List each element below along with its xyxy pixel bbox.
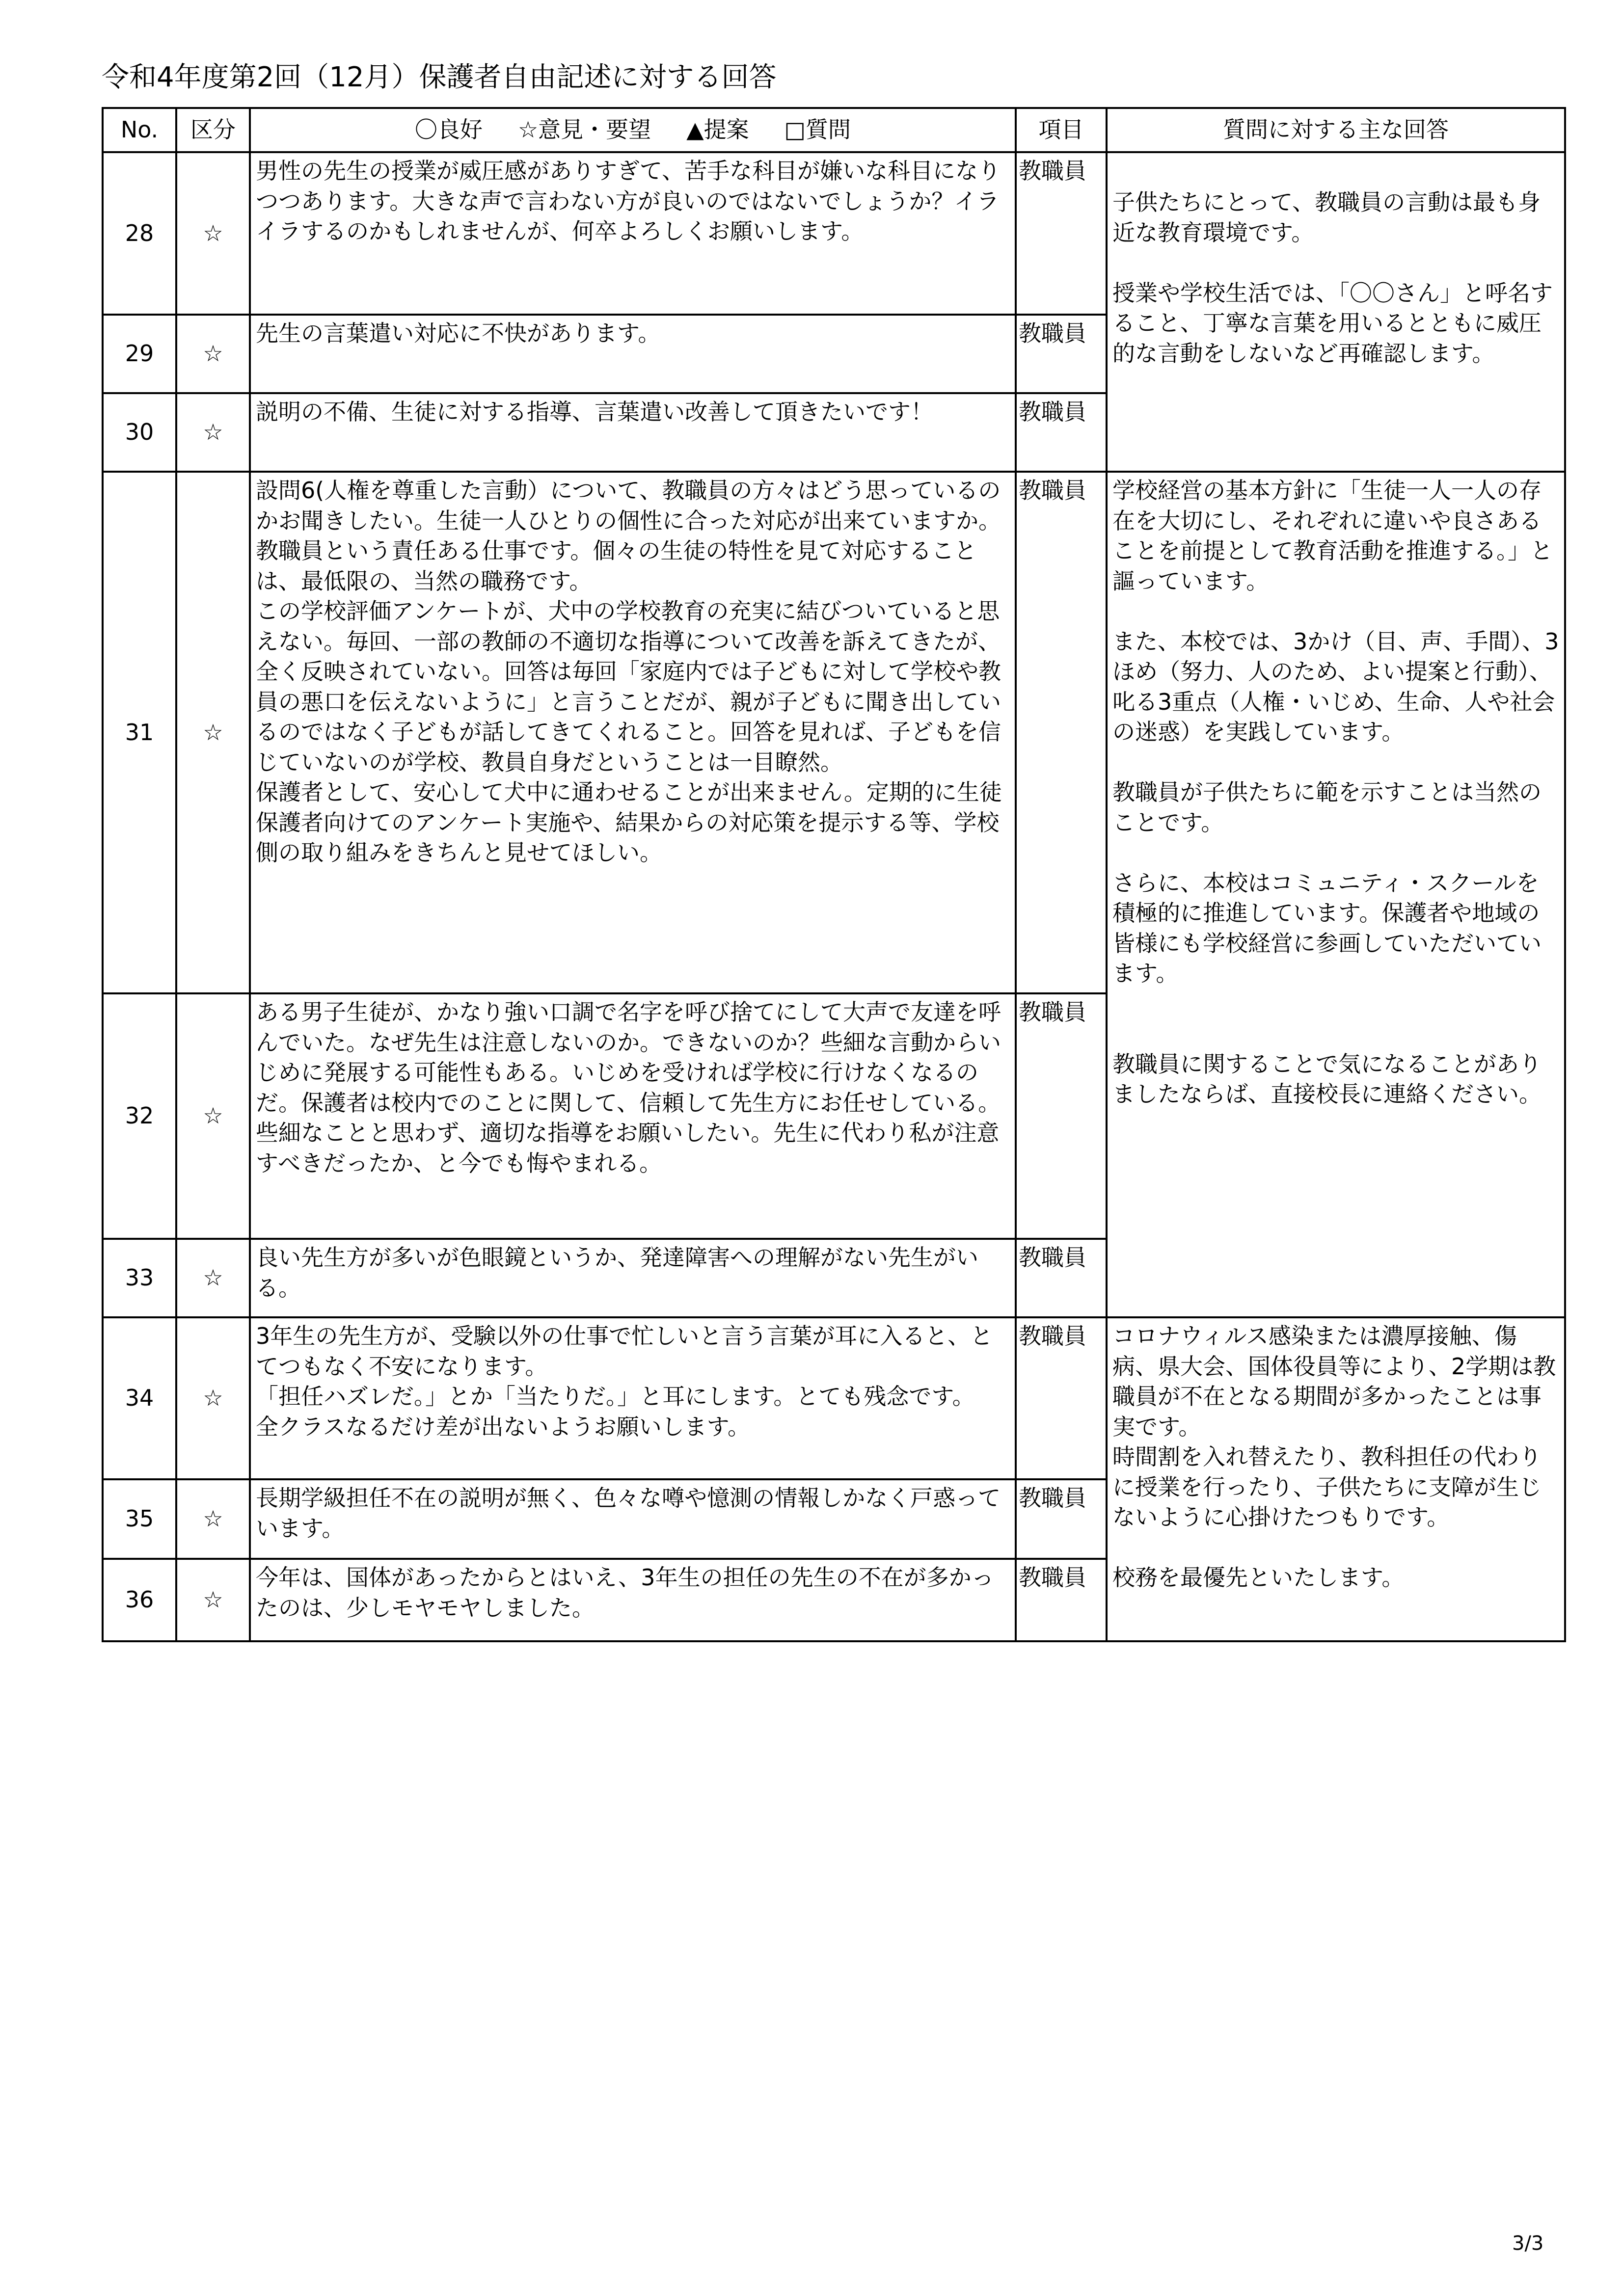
answer-block-2: 学校経営の基本方針に「生徒一人一人の存在を大切にし、それぞれに違いや良さあることを前提として教育活動を推進する。」と謳っています。 また、本校では、3かけ（目、声、手間）、3ほめ（努力、人のため、よい提案と行動）、叱る3重点（人権・いじめ、生命、人や社会の迷惑）を実践しています。 教職員が子供たちに範を示すことは当然のことです。 さらに、本校はコミュニティ・スクールを積極的に推進しています。保護者や地域の皆様にも学校経営に参画していただいています。 教職員に関することで気になることがありましたならば、直接校長に連絡ください。 <box>1107 472 1565 1317</box>
header-item: 項目 <box>1016 108 1107 152</box>
row-item: 教職員 <box>1016 1559 1107 1641</box>
row-number: 36 <box>103 1559 176 1641</box>
row-item: 教職員 <box>1016 152 1107 315</box>
row-number: 33 <box>103 1239 176 1317</box>
legend-question: □質問 <box>784 116 851 143</box>
row-item: 教職員 <box>1016 393 1107 472</box>
response-table <box>102 107 1566 1642</box>
legend-good: 〇良好 <box>414 116 483 143</box>
row-category-mark: ☆ <box>176 393 250 472</box>
row-comment: 設問6(人権を尊重した言動）について、教職員の方々はどう思っているのかお聞きしたい。生徒一人ひとりの個性に合った対応が出来ていますか。教職員という責任ある仕事です。個々の生徒の特性を見て対応することは、最低限の、当然の職務です。 この学校評価アンケートが、犬中の学校教育の充実に結びついていると思えない。毎回、一部の教師の不適切な指導について改善を訴えてきたが、全く反映されていない。回答は毎回「家庭内では子どもに対して学校や教員の悪口を伝えないように」と言うことだが、親が子どもに聞き出しているのではなく子どもが話してきてくれること。回答を見れば、子どもを信じていないのが学校、教員自身だということは一目瞭然。 保護者として、安心して犬中に通わせることが出来ません。定期的に生徒保護者向けてのアンケート実施や、結果からの対応策を提示する等、学校側の取り組みをきちんと見せてほしい。 <box>250 472 1016 993</box>
row-comment: 説明の不備、生徒に対する指導、言葉遣い改善して頂きたいです！ <box>250 393 1016 472</box>
header-no: No. <box>103 108 176 152</box>
row-category-mark: ☆ <box>176 472 250 993</box>
row-comment: 良い先生方が多いが色眼鏡というか、発達障害への理解がない先生がいる。 <box>250 1239 1016 1317</box>
row-number: 32 <box>103 993 176 1239</box>
row-comment: 長期学級担任不在の説明が無く、色々な噂や憶測の情報しかなく戸惑っています。 <box>250 1479 1016 1559</box>
row-number: 30 <box>103 393 176 472</box>
row-number: 31 <box>103 472 176 993</box>
row-number: 29 <box>103 315 176 393</box>
row-number: 28 <box>103 152 176 315</box>
row-category-mark: ☆ <box>176 1239 250 1317</box>
table-header-row <box>103 108 1565 152</box>
row-comment: 先生の言葉遣い対応に不快があります。 <box>250 315 1016 393</box>
page-number: 3/3 <box>1512 2232 1544 2255</box>
header-legend <box>250 108 1016 152</box>
row-comment: 男性の先生の授業が威圧感がありすぎて、苦手な科目が嫌いな科目になりつつあります。大きな声で言わない方が良いのではないでしょうか？イライラするのかもしれませんが、何卒よろしくお願いします。 <box>250 152 1016 315</box>
row-category-mark: ☆ <box>176 315 250 393</box>
row-item: 教職員 <box>1016 1239 1107 1317</box>
row-item: 教職員 <box>1016 315 1107 393</box>
row-category-mark: ☆ <box>176 1317 250 1479</box>
row-item: 教職員 <box>1016 472 1107 993</box>
row-category-mark: ☆ <box>176 152 250 315</box>
table-row <box>103 152 1565 315</box>
row-comment: 3年生の先生方が、受験以外の仕事で忙しいと言う言葉が耳に入ると、とてつもなく不安になります。 「担任ハズレだ。」とか「当たりだ。」と耳にします。とても残念です。 全クラスなるだけ差が出ないようお願いします。 <box>250 1317 1016 1479</box>
answer-block-3: コロナウィルス感染または濃厚接触、傷病、県大会、国体役員等により、2学期は教職員が不在となる期間が多かったことは事実です。 時間割を入れ替えたり、教科担任の代わりに授業を行ったり、子供たちに支障が生じないように心掛けたつもりです。 校務を最優先といたします。 <box>1107 1317 1565 1641</box>
row-comment: 今年は、国体があったからとはいえ、3年生の担任の先生の不在が多かったのは、少しモヤモヤしました。 <box>250 1559 1016 1641</box>
row-comment: ある男子生徒が、かなり強い口調で名字を呼び捨てにして大声で友達を呼んでいた。なぜ先生は注意しないのか。できないのか？些細な言動からいじめに発展する可能性もある。いじめを受ければ学校に行けなくなるのだ。保護者は校内でのことに関して、信頼して先生方にお任せしている。些細なことと思わず、適切な指導をお願いしたい。先生に代わり私が注意すべきだったか、と今でも悔やまれる。 <box>250 993 1016 1239</box>
row-category-mark: ☆ <box>176 1559 250 1641</box>
row-category-mark: ☆ <box>176 1479 250 1559</box>
row-number: 34 <box>103 1317 176 1479</box>
row-item: 教職員 <box>1016 1479 1107 1559</box>
page-title: 令和4年度第2回（12月）保護者自由記述に対する回答 <box>102 61 777 93</box>
row-item: 教職員 <box>1016 1317 1107 1479</box>
header-answer: 質問に対する主な回答 <box>1107 108 1565 152</box>
table-row <box>103 1317 1565 1479</box>
table-row <box>103 472 1565 993</box>
legend-proposal: ▲提案 <box>686 116 749 143</box>
legend-opinion: ☆意見・要望 <box>517 116 651 143</box>
row-category-mark: ☆ <box>176 993 250 1239</box>
row-number: 35 <box>103 1479 176 1559</box>
answer-block-1: 子供たちにとって、教職員の言動は最も身近な教育環境です。 授業や学校生活では、「〇〇さん」と呼名すること、丁寧な言葉を用いるとともに威圧的な言動をしないなど再確認します。 <box>1107 152 1565 472</box>
header-category: 区分 <box>176 108 250 152</box>
row-item: 教職員 <box>1016 993 1107 1239</box>
